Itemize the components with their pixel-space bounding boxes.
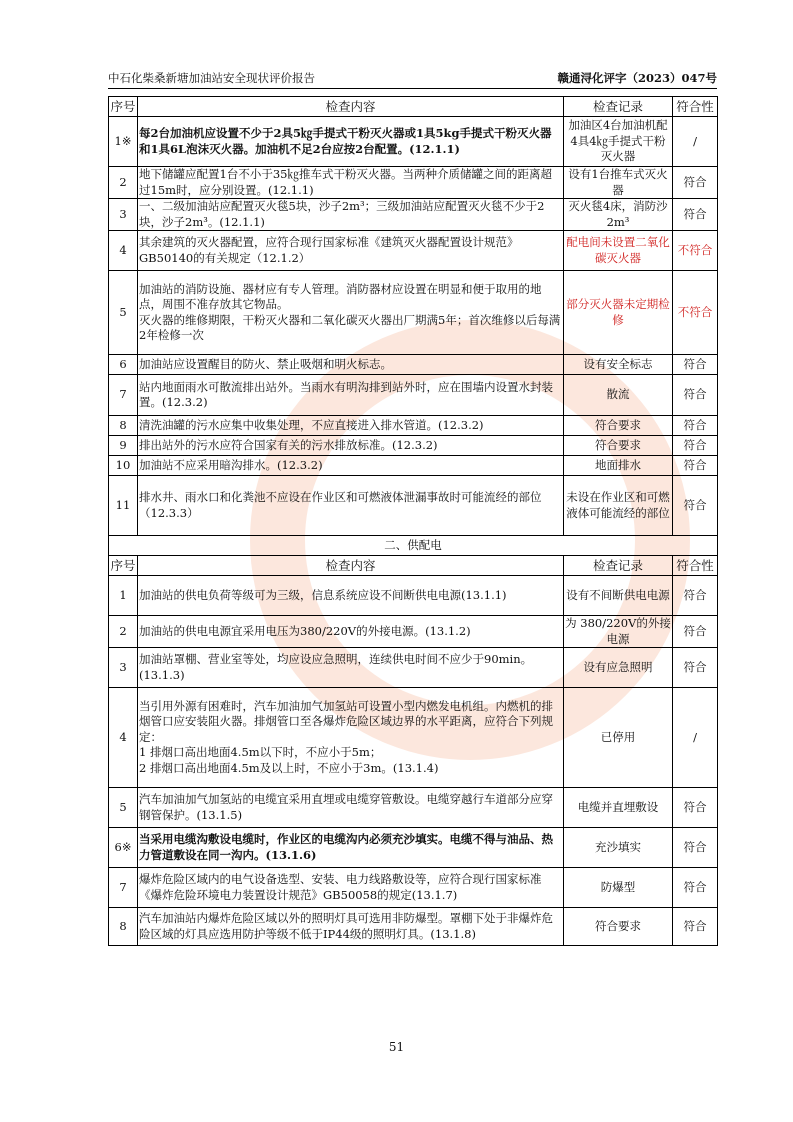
row-content: 加油站的供电负荷等级可为三级，信息系统应设不间断供电电源(13.1.1) (138, 576, 564, 616)
header-no: 序号 (109, 556, 138, 576)
section-title: 二、供配电 (109, 536, 718, 556)
row-record: 灭火毯4床，消防沙 2m³ (564, 199, 673, 231)
row-result: 符合 (673, 868, 718, 908)
row-number: 3 (109, 648, 138, 688)
row-record: 设有应急照明 (564, 648, 673, 688)
content-line: 1 排烟口高出地面4.5m以下时，不应小于5m； (139, 745, 382, 760)
row-record: 为 380/220V的外接电源 (565, 616, 671, 646)
row-content: 地下储罐应配置1台不小于35㎏推车式干粉灭火器。当两种介质储罐之间的距离超过15m时，应分别设置。(12.1.1) (138, 167, 564, 199)
section-row (109, 536, 718, 556)
row-record: 电缆并直埋敷设 (564, 788, 673, 828)
table-row (109, 476, 718, 536)
row-content: 加油站的供电电源宜采用电压为380/220V的外接电源。(13.1.2) (138, 616, 564, 648)
row-content: 其余建筑的灭火器配置，应符合现行国家标准《建筑灭火器配置设计规范》GB50140的有关规定（12.1.2） (138, 231, 564, 271)
row-result: 不符合 (673, 271, 718, 355)
row-content: 加油站应设置醒目的防火、禁止吸烟和明火标志。 (138, 355, 564, 375)
row-content: 汽车加油加气加氢站的电缆宜采用直埋或电缆穿管敷设。电缆穿越行车道部分应穿钢管保护。(13.1.5) (138, 788, 564, 828)
row-number: 1 (109, 576, 138, 616)
page-number: 51 (388, 1040, 405, 1054)
row-number: 8 (109, 908, 138, 946)
table-row (109, 117, 718, 167)
row-result: 符合 (673, 788, 718, 828)
table-row (109, 436, 718, 456)
row-result: 符合 (673, 199, 718, 231)
table-row (109, 416, 718, 436)
row-number: 6 (109, 355, 138, 375)
row-record: 未设在作业区和可燃液体可能流经的部位 (564, 476, 673, 536)
row-result: 符合 (673, 576, 718, 616)
header-content: 检查内容 (138, 556, 564, 576)
content-line: 灭火器的维修期限，干粉灭火器和二氧化碳灭火器出厂期满5年；首次维修以后每满2年检修一次 (139, 312, 561, 342)
page-header (108, 70, 717, 89)
row-number: 7 (109, 868, 138, 908)
row-result: 符合 (673, 375, 718, 416)
row-number: 5 (109, 788, 138, 828)
row-content: 当采用电缆沟敷设电缆时，作业区的电缆沟内必须充沙填实。电缆不得与油品、热力管道敷设在同一沟内。(13.1.6) (138, 828, 564, 868)
row-result: 符合 (673, 828, 718, 868)
row-content: 清洗油罐的污水应集中收集处理，不应直接进入排水管道。(12.3.2) (138, 416, 564, 436)
header-title: 中石化柴桑新塘加油站安全现状评价报告 (108, 71, 315, 85)
row-result: 不符合 (673, 231, 718, 271)
table-row (109, 167, 718, 199)
row-result: 符合 (673, 416, 718, 436)
row-record: 充沙填实 (564, 828, 673, 868)
row-record: 设有不间断供电电源 (564, 576, 673, 616)
row-content (138, 271, 564, 355)
row-content: 每2台加油机应设置不少于2具5㎏手提式干粉灭火器或1具5kg手提式干粉灭火器和1具6L泡沫灭火器。加油机不足2台应按2台配置。(12.1.1) (138, 117, 564, 167)
row-number: 8 (109, 416, 138, 436)
table-header-row (109, 97, 718, 117)
row-record: 部分灭火器未定期检修 (564, 271, 673, 355)
row-content: 加油站罩棚、营业室等处，均应设应急照明，连续供电时间不应少于90min。(13.1.3) (138, 648, 564, 688)
row-number: 9 (109, 436, 138, 456)
row-record: 符合要求 (564, 908, 673, 946)
header-content: 检查内容 (138, 97, 564, 117)
row-number: 10 (109, 456, 138, 476)
table-row (109, 355, 718, 375)
table-row (109, 271, 718, 355)
row-content: 加油站不应采用暗沟排水。(12.3.2) (138, 456, 564, 476)
row-result: 符合 (673, 355, 718, 375)
row-result: 符合 (673, 476, 718, 536)
content-line: 2 排烟口高出地面4.5m及以上时，不应小于3m。(13.1.4) (139, 760, 439, 775)
row-content: 站内地面雨水可散流排出站外。当雨水有明沟排到站外时，应在围墙内设置水封装置。(12.3.2) (138, 375, 564, 416)
row-result: 符合 (673, 456, 718, 476)
row-result: 符合 (673, 436, 718, 456)
table-row (109, 868, 718, 908)
row-number: 4 (109, 688, 138, 788)
table-row (109, 576, 718, 616)
header-record: 检查记录 (564, 97, 673, 117)
table-row (109, 375, 718, 416)
table-row (109, 648, 718, 688)
row-result: 符合 (673, 167, 718, 199)
row-record: 配电间未设置二氧化碳灭火器 (564, 231, 673, 271)
inspection-table (108, 96, 718, 946)
row-result: / (673, 117, 718, 167)
table-row (109, 456, 718, 476)
row-number: 5 (109, 271, 138, 355)
row-result: / (673, 688, 718, 788)
row-content: 汽车加油站内爆炸危险区域以外的照明灯具可选用非防爆型。罩棚下处于非爆炸危险区域的灯具应选用防护等级不低于IP44级的照明灯具。(13.1.8) (138, 908, 564, 946)
row-number: 2 (109, 616, 138, 648)
table-row (109, 688, 718, 788)
table-header-row (109, 556, 718, 576)
row-record: 地面排水 (564, 456, 673, 476)
row-number: 2 (109, 167, 138, 199)
header-record: 检查记录 (564, 556, 673, 576)
row-number: 6※ (109, 828, 138, 868)
row-content: 爆炸危险区域内的电气设备选型、安装、电力线路敷设等，应符合现行国家标准《爆炸危险环境电力装置设计规范》GB50058的规定(13.1.7) (138, 868, 564, 908)
row-number: 7 (109, 375, 138, 416)
content-line: 当引用外源有困难时，汽车加油加气加氢站可设置小型内燃发电机组。内燃机的排烟管口应安装阻火器。排烟管口至各爆炸危险区域边界的水平距离，应符合下列规定： (139, 698, 553, 744)
row-record: 设有安全标志 (564, 355, 673, 375)
row-content: 一、二级加油站应配置灭火毯5块，沙子2m³；三级加油站应配置灭火毯不少于2块，沙子2m³。(12.1.1) (138, 199, 564, 231)
row-number: 11 (109, 476, 138, 536)
row-record: 设有1台推车式灭火器 (564, 167, 673, 199)
row-number: 1※ (109, 117, 138, 167)
row-record: 散流 (564, 375, 673, 416)
header-result: 符合性 (673, 97, 718, 117)
row-record: 符合要求 (564, 436, 673, 456)
table-row (109, 199, 718, 231)
row-result: 符合 (673, 908, 718, 946)
header-no: 序号 (109, 97, 138, 117)
content-line: 加油站的消防设施、器材应有专人管理。消防器材应设置在明显和便于取用的地点，周围不准存放其它物品。 (139, 281, 542, 311)
row-content (138, 688, 564, 788)
row-record: 加油区4台加油机配4具4㎏手提式干粉灭火器 (564, 117, 673, 167)
row-result: 符合 (673, 648, 718, 688)
header-report-number: 赣通浔化评字（2023）047号 (557, 71, 717, 85)
row-record: 已停用 (564, 688, 673, 788)
row-record: 符合要求 (564, 416, 673, 436)
table-row (109, 231, 718, 271)
header-result: 符合性 (673, 556, 718, 576)
row-number: 4 (109, 231, 138, 271)
table-row (109, 908, 718, 946)
row-content: 排出站外的污水应符合国家有关的污水排放标准。(12.3.2) (138, 436, 564, 456)
row-record: 防爆型 (564, 868, 673, 908)
table-row (109, 788, 718, 828)
row-content: 排水井、雨水口和化粪池不应设在作业区和可燃液体泄漏事故时可能流经的部位（12.3.3） (138, 476, 564, 536)
row-result: 符合 (673, 616, 718, 648)
table-row (109, 828, 718, 868)
table-row (109, 616, 718, 648)
row-number: 3 (109, 199, 138, 231)
